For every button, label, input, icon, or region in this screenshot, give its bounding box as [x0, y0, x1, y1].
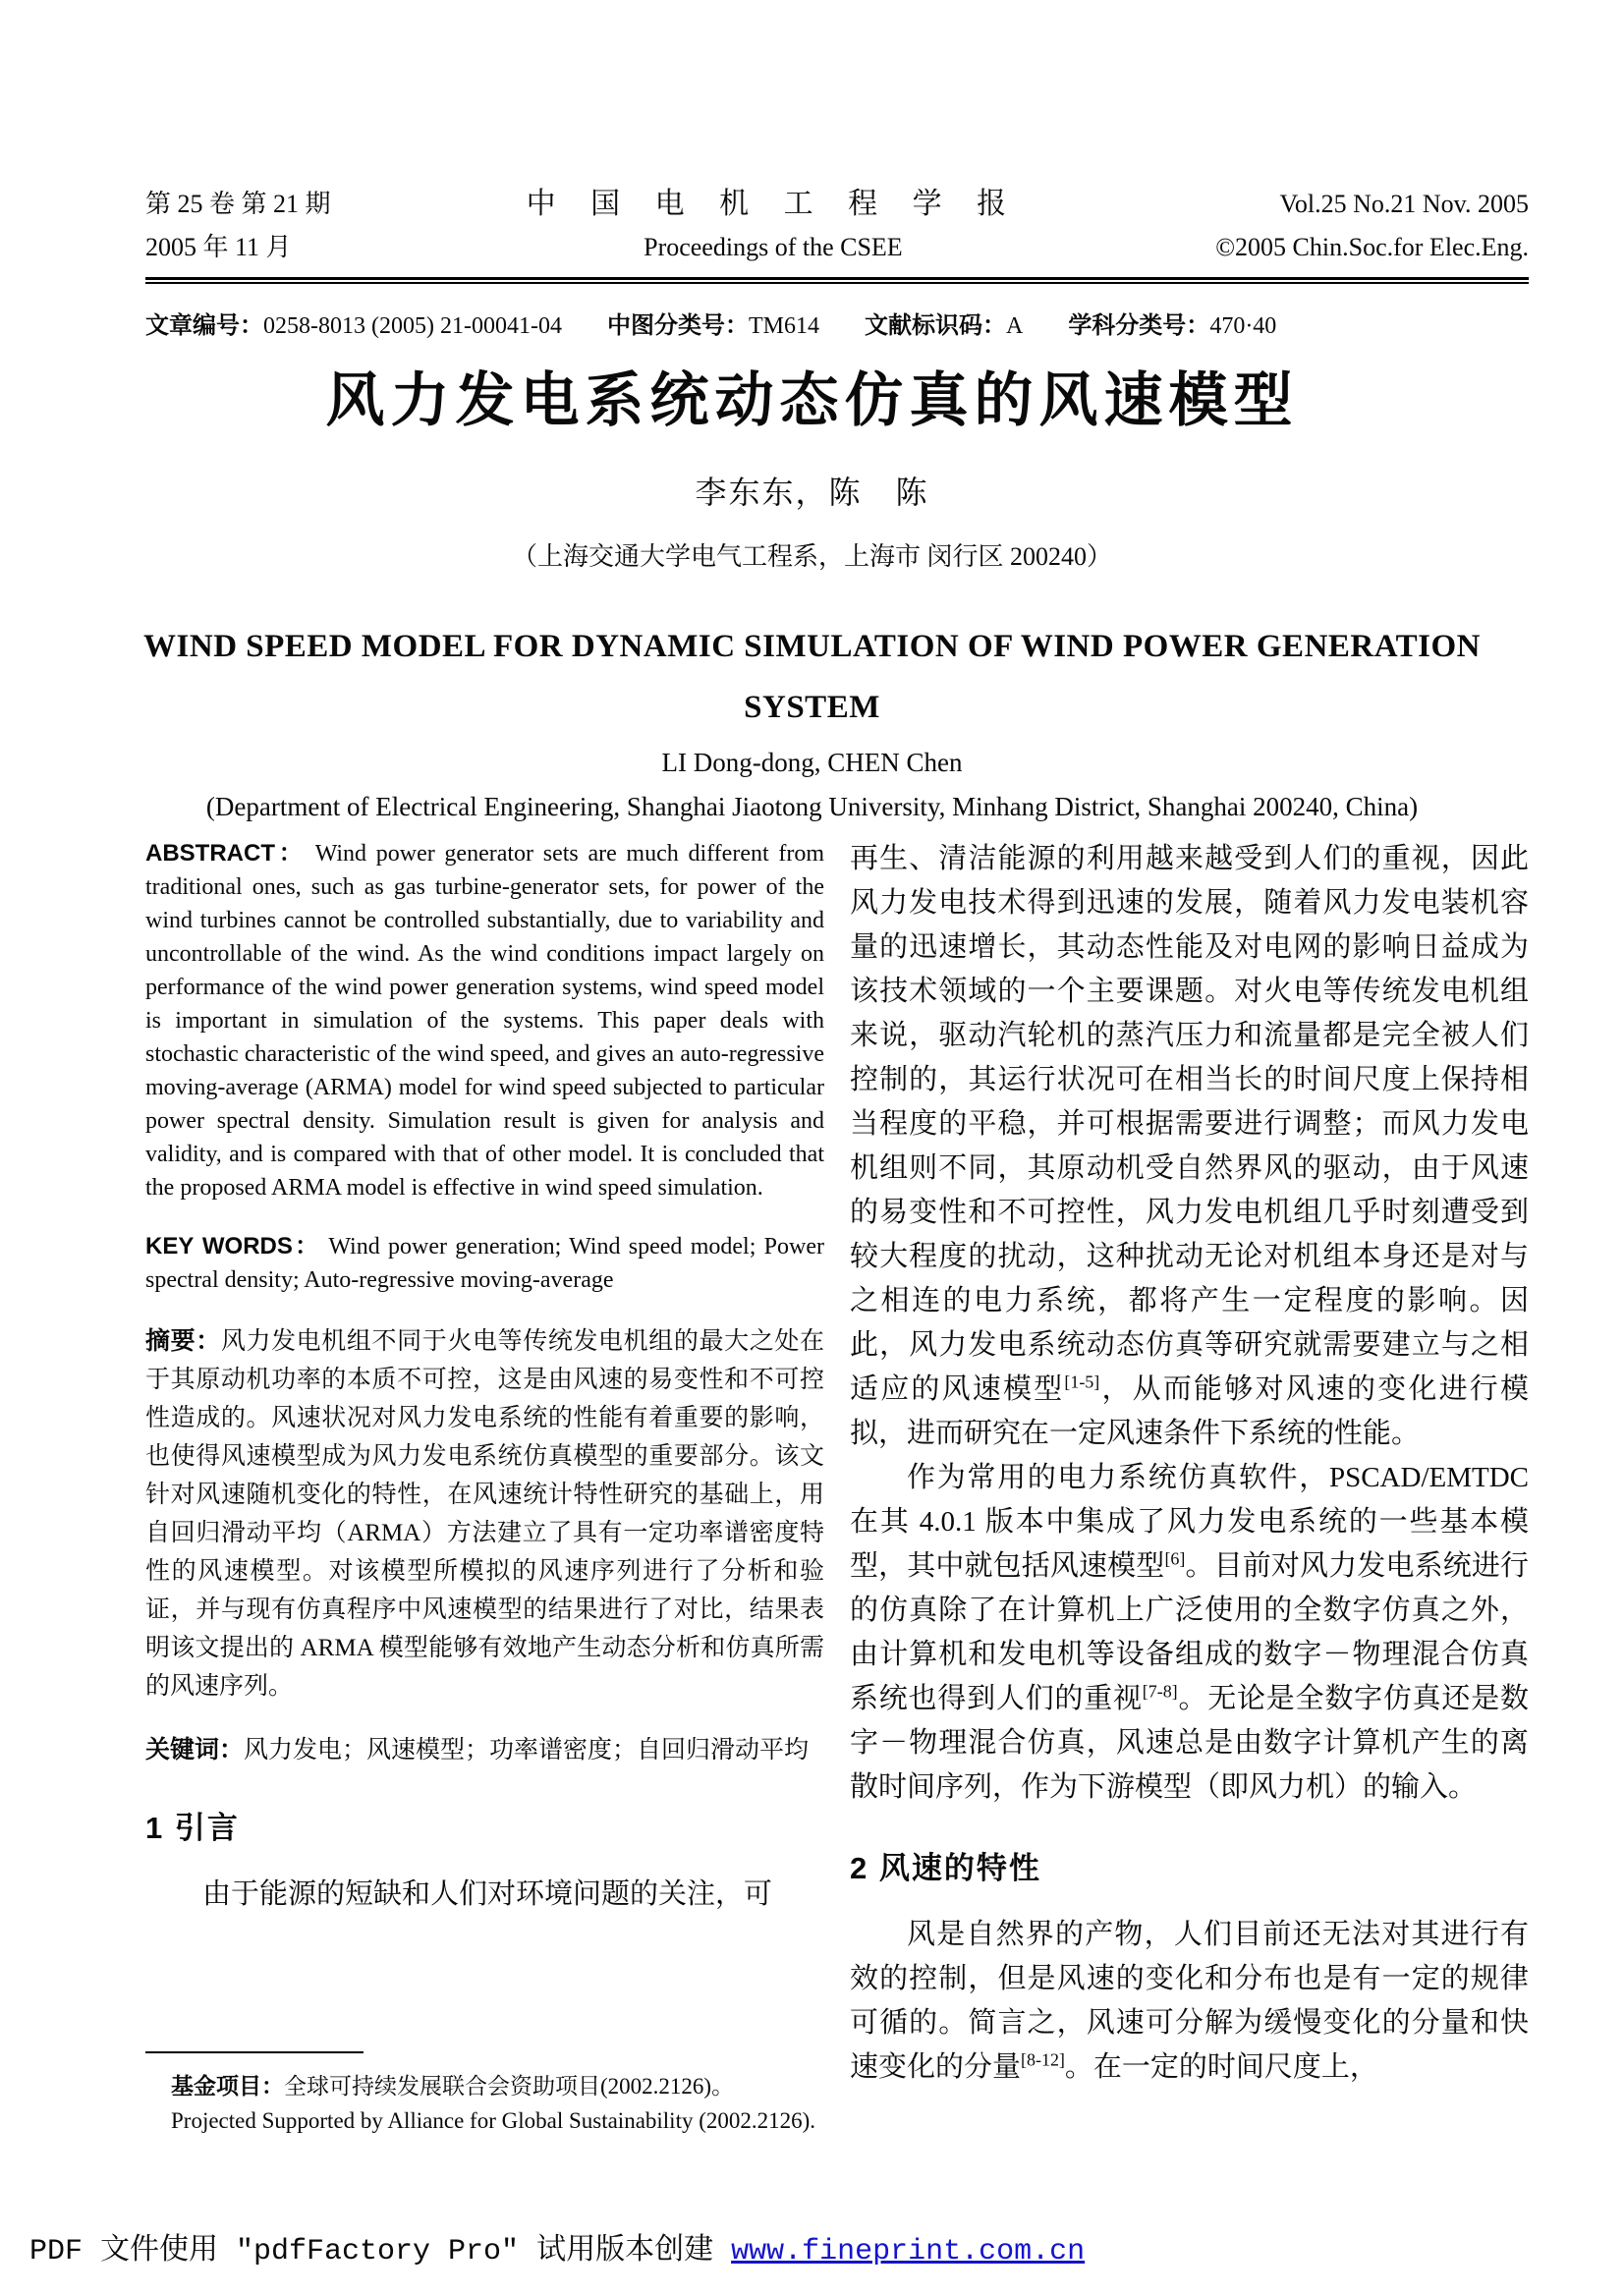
journal-name-cn: 中 国 电 机 工 程 学 报 — [526, 188, 1021, 220]
fineprint-link[interactable]: www.fineprint.com.cn — [731, 2235, 1086, 2268]
body-paragraph-3: 风是自然界的产物，人们目前还无法对其进行有效的控制，但是风速的变化和分布也是有一定的规律可循的。简言之，风速可分解为缓慢变化的分量和快速变化的分量[8-12]。在一定的时间尺度上， — [850, 1919, 1529, 2083]
journal-name-en: Proceedings of the CSEE — [644, 233, 903, 261]
paper-title-cn: 风力发电系统动态仿真的风速模型 — [325, 368, 1299, 433]
meta-article-id: 文章编号：0258-8013 (2005) 21-00041-04 — [145, 312, 562, 339]
article-body — [145, 837, 1529, 2144]
abstract-en-label: ABSTRACT： — [145, 840, 307, 867]
issue-date-cn: 2005 年 11 月 — [145, 233, 292, 261]
abstract-cn-label: 摘要： — [145, 1327, 221, 1355]
left-column — [145, 837, 824, 2144]
meta-clc-number: 中图分类号：TM614 — [606, 312, 819, 339]
article-meta-row — [145, 306, 1529, 340]
copyright-notice: ©2005 Chin.Soc.for Elec.Eng. — [1215, 233, 1529, 261]
citation-ref-7-8: [7-8] — [1142, 1681, 1178, 1702]
authors-cn: 李东东，陈 陈 — [695, 475, 929, 510]
abstract-en: ABSTRACT： Wind power generator sets are much different from traditional ones, such as gas turbine-generator sets, for power of the wind turbines cannot be controlled substantially, due to variability and uncontrollable of the wind. As the wind conditions impact largely on performance of the wind power generation systems, wind speed model is important in simulation of the systems. This paper deals with stochastic characteristic of the wind speed, and gives an auto-regressive moving-average (ARMA) model for wind speed subjected to particular power spectral density. Simulation result is given for analysis and validity, and is compared with that of other model. It is concluded that the proposed ARMA model is effective in wind speed simulation. — [145, 840, 824, 1201]
authors-en: LI Dong-dong, CHEN Chen — [661, 748, 963, 777]
meta-doc-code: 文献标识码：A — [864, 312, 1024, 339]
journal-header — [145, 183, 1529, 340]
section-1-heading: 1 引言 — [145, 1811, 240, 1845]
citation-ref-8-12: [8-12] — [1021, 2049, 1065, 2070]
keywords-cn: 关键词：风力发电；风速模型；功率谱密度；自回归滑动平均 — [145, 1736, 810, 1764]
issue-volume-en: Vol.25 No.21 Nov. 2005 — [1279, 190, 1529, 218]
footnote — [145, 2051, 824, 2144]
keywords-en-label: KEY WORDS： — [145, 1233, 321, 1260]
abstract-cn: 摘要：风力发电机组不同于火电等传统发电机组的最大之处在于其原动机功率的本质不可控，这是由风速的易变性和不可控性造成的。风速状况对风力发电系统的性能有着重要的影响，也使得风速模型成为风力发电系统仿真模型的重要部分。该文针对风速随机变化的特性，在风速统计特性研究的基础上，用自回归滑动平均（ARMA）方法建立了具有一定功率谱密度特性的风速模型。对该模型所模拟的风速序列进行了分析和验证，并与现有仿真程序中风速模型的结果进行了对比，结果表明该文提出的 ARMA 模型能够有效地产生动态分析和仿真所需的风速序列。 — [145, 1327, 824, 1700]
footnote-fund-en: Projected Supported by Alliance for Global Sustainability (2002.2126). — [171, 2108, 816, 2133]
body-paragraph-1: 再生、清洁能源的利用越来越受到人们的重视，因此风力发电技术得到迅速的发展，随着风力发电装机容量的迅速增长，其动态性能及对电网的影响日益成为该技术领域的一个主要课题。对火电等传统发电机组来说，驱动汽轮机的蒸汽压力和流量都是完全被人们控制的，其运行状况可在相当长的时间尺度上保持相当程度的平稳，并可根据需要进行调整；而风力发电机组则不同，其原动机受自然界风的驱动，由于风速的易变性和不可控性，风力发电机组几乎时刻遭受到较大程度的扰动，这种扰动无论对机组本身还是对与之相连的电力系统，都将产生一定程度的影响。因此，风力发电系统动态仿真等研究就需要建立与之相适应的风速模型[1-5]，从而能够对风速的变化进行模拟，进而研究在一定风速条件下系统的性能。 — [850, 843, 1529, 1449]
affiliation-cn: （上海交通大学电气工程系，上海市 闵行区 200240） — [511, 542, 1112, 571]
title-block — [0, 362, 1624, 822]
paper-title-en: WIND SPEED MODEL FOR DYNAMIC SIMULATION OF WIND POWER GENERATION SYSTEM — [143, 629, 1481, 725]
meta-subject-code: 学科分类号：470·40 — [1068, 312, 1277, 339]
keywords-en: KEY WORDS： Wind power generation; Wind speed model; Power spectral density; Auto-regressive moving-average — [145, 1233, 824, 1293]
footnote-fund-cn: 基金项目：全球可持续发展联合会资助项目(2002.2126)。 — [171, 2073, 735, 2099]
affiliation-en: (Department of Electrical Engineering, Shanghai Jiaotong University, Minhang District, Shanghai 200240, China) — [205, 792, 1419, 821]
footnote-divider — [145, 2051, 364, 2053]
header-divider — [145, 277, 1529, 284]
keywords-cn-label: 关键词： — [145, 1736, 245, 1764]
citation-ref-1-5: [1-5] — [1064, 1372, 1100, 1392]
body-paragraph-2: 作为常用的电力系统仿真软件，PSCAD/EMTDC 在其 4.0.1 版本中集成了风力发电系统的一些基本模型，其中就包括风速模型[6]。目前对风力发电系统进行的仿真除了在计算机上广泛使用的全数字仿真之外，由计算机和发电机等设备组成的数字－物理混合仿真系统也得到人们的重视[7-8]。无论是全数字仿真还是数字－物理混合仿真，风速总是由数字计算机产生的离散时间序列，作为下游模型（即风力机）的输入。 — [850, 1462, 1529, 1803]
intro-paragraph: 由于能源的短缺和人们对环境问题的关注，可 — [202, 1878, 773, 1910]
issue-volume-cn: 第 25 卷 第 21 期 — [145, 190, 331, 218]
pdf-creator-note: PDF 文件使用 ″pdfFactory Pro″ 试用版本创建 www.fineprint.com.cn — [29, 2235, 1086, 2268]
citation-ref-6: [6] — [1164, 1548, 1186, 1569]
section-2-heading: 2 风速的特性 — [850, 1851, 1041, 1885]
right-column — [850, 837, 1529, 2144]
